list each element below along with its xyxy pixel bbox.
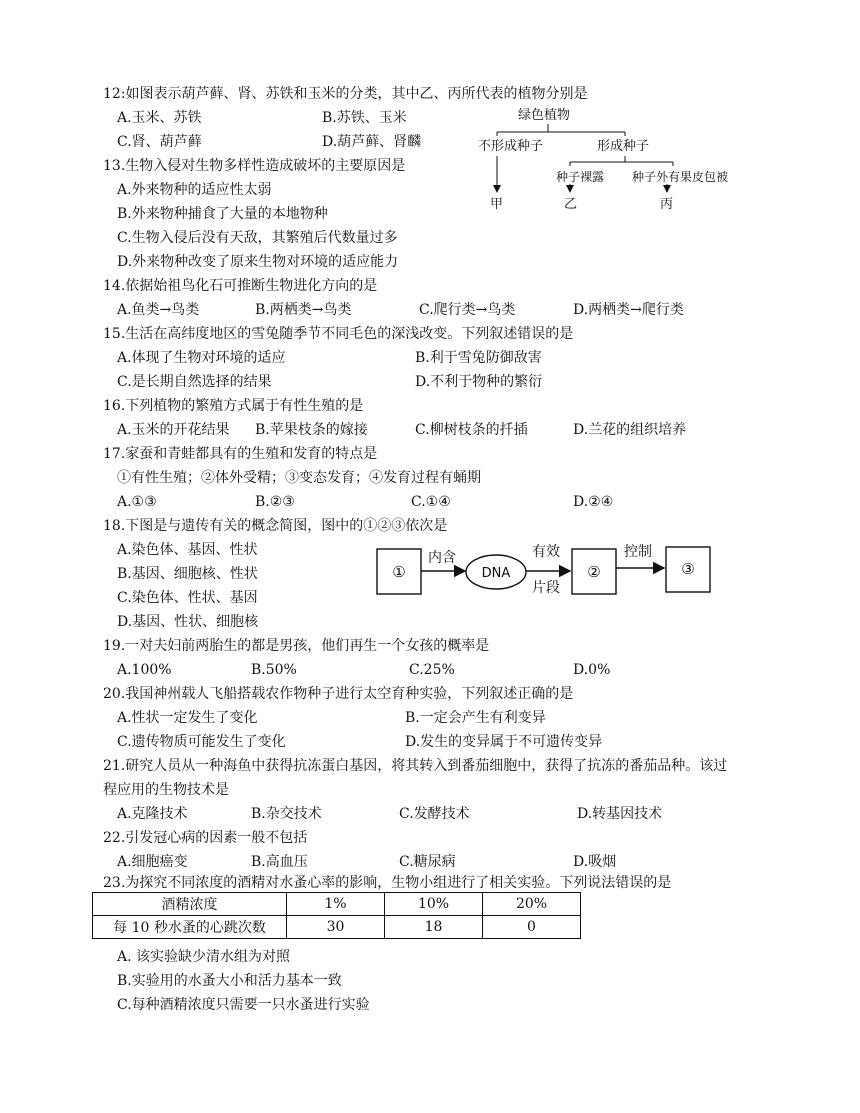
q16-option-c: C.柳树枝条的扦插 — [415, 422, 528, 438]
q22-option-b: B.高血压 — [251, 854, 308, 870]
header-10pct: 10% — [385, 893, 483, 916]
header-concentration: 酒精浓度 — [93, 893, 287, 916]
concept-1-label: ① — [392, 563, 406, 581]
heart-rate-table — [92, 892, 581, 939]
root-label: 绿色植物 — [518, 108, 571, 123]
q17-option-a: A.①③ — [117, 494, 157, 510]
dna-label: DNA — [481, 566, 511, 581]
q14-option-a: A.鱼类→鸟类 — [117, 302, 200, 318]
q16-option-d: D.兰花的组织培养 — [573, 422, 687, 438]
q19-option-c: C.25% — [409, 662, 455, 678]
q23-option-c: C.每种酒精浓度只需要一只水蚤进行实验 — [117, 997, 370, 1013]
q20-option-a: A.性状一定发生了变化 — [117, 710, 258, 726]
jia-label: 甲 — [490, 197, 504, 212]
q13-option-a: A.外来物种的适应性太弱 — [117, 182, 272, 198]
header-1pct: 1% — [287, 893, 385, 916]
yi-label: 乙 — [564, 197, 578, 212]
q12-option-a: A.玉米、苏铁 — [117, 110, 202, 126]
header-20pct: 20% — [483, 893, 581, 916]
q22-option-a: A.细胞癌变 — [117, 854, 188, 870]
q21-option-a: A.克隆技术 — [117, 806, 188, 822]
q13-option-b: B.外来物种捕食了大量的本地物种 — [117, 206, 328, 222]
q14-option-b: B.两栖类→鸟类 — [255, 302, 352, 318]
value-10pct: 18 — [385, 916, 483, 939]
value-1pct: 30 — [287, 916, 385, 939]
plant-classification-diagram — [470, 100, 750, 212]
control-label: 控制 — [624, 544, 652, 560]
q18-option-d: D.基因、性状、细胞核 — [117, 614, 259, 630]
q22-option-c: C.糖尿病 — [399, 854, 456, 870]
q21-stem: 21.研究人员从一种海鱼中获得抗冻蛋白基因，将其转入到番茄细胞中，获得了抗冻的番茄品种。该过 — [103, 758, 728, 774]
q14-option-d: D.两栖类→爬行类 — [573, 302, 684, 318]
naked-seed-label: 种子裸露 — [556, 170, 605, 184]
q17-option-d: D.②④ — [573, 494, 614, 510]
genetics-concept-diagram — [370, 538, 720, 600]
q21-option-d: D.转基因技术 — [577, 806, 663, 822]
q19-option-b: B.50% — [251, 662, 297, 678]
q16-stem: 16.下列植物的繁殖方式属于有性生殖的是 — [103, 398, 364, 414]
q14-option-c: C.爬行类→鸟类 — [419, 302, 516, 318]
q23-stem: 23.为探究不同浓度的酒精对水蚤心率的影响，生物小组进行了相关实验。下列说法错误的是 — [103, 875, 672, 891]
q19-stem: 19.一对夫妇前两胎生的都是男孩，他们再生一个女孩的概率是 — [103, 638, 490, 654]
no-seed-label: 不形成种子 — [478, 139, 544, 154]
q21-option-c: C.发酵技术 — [399, 806, 470, 822]
q20-option-b: B.一定会产生有利变异 — [405, 710, 546, 726]
q18-option-b: B.基因、细胞核、性状 — [117, 566, 258, 582]
q14-stem: 14.依据始祖鸟化石可推断生物进化方向的是 — [103, 278, 378, 294]
q20-option-c: C.遗传物质可能发生了变化 — [117, 734, 286, 750]
q18-stem: 18.下图是与遗传有关的概念简图，图中的①②③依次是 — [103, 518, 448, 534]
q15-option-a: A.体现了生物对环境的适应 — [117, 350, 286, 366]
q23-option-b: B.实验用的水蚤大小和活力基本一致 — [117, 973, 342, 989]
segment-label: 片段 — [532, 580, 560, 596]
q20-option-d: D.发生的变异属于不可遗传变异 — [405, 734, 603, 750]
q13-option-c: C.生物入侵后没有天敌，其繁殖后代数量过多 — [117, 230, 398, 246]
concept-2-label: ② — [587, 563, 601, 581]
q15-option-c: C.是长期自然选择的结果 — [117, 374, 272, 390]
table-row — [93, 916, 581, 939]
q19-option-a: A.100% — [117, 662, 172, 678]
q18-option-c: C.染色体、性状、基因 — [117, 590, 258, 606]
q21-stem-cont: 程应用的生物技术是 — [103, 782, 229, 798]
q16-option-a: A.玉米的开花结果 — [117, 422, 230, 438]
q22-option-d: D.吸烟 — [573, 854, 617, 870]
table-row — [93, 893, 581, 916]
q13-stem: 13.生物入侵对生物多样性造成破坏的主要原因是 — [103, 158, 406, 174]
q12-option-d: D.葫芦藓、肾麟 — [322, 134, 422, 150]
value-20pct: 0 — [483, 916, 581, 939]
q17-statements: ①有性生殖；②体外受精；③变态发育；④发育过程有蛹期 — [117, 470, 481, 486]
q17-stem: 17.家蚕和青蛙都具有的生殖和发育的特点是 — [103, 446, 378, 462]
contains-label: 内含 — [428, 550, 456, 566]
q15-option-b: B.利于雪兔防御敌害 — [415, 350, 542, 366]
q16-option-b: B.苹果枝条的嫁接 — [255, 422, 368, 438]
q17-option-b: B.②③ — [255, 494, 295, 510]
q23-option-a: A. 该实验缺少清水组为对照 — [117, 949, 291, 965]
seed-label: 形成种子 — [597, 139, 650, 154]
concept-3-label: ③ — [681, 560, 695, 578]
q15-option-d: D.不利于物种的繁衍 — [415, 374, 543, 390]
q17-option-c: C.①④ — [411, 494, 451, 510]
q20-stem: 20.我国神州载人飞船搭载农作物种子进行太空育种实验，下列叙述正确的是 — [103, 686, 574, 702]
q12-option-b: B.苏铁、玉米 — [322, 110, 407, 126]
effective-label: 有效 — [532, 544, 560, 560]
q12-option-c: C.肾、葫芦藓 — [117, 134, 202, 150]
q18-option-a: A.染色体、基因、性状 — [117, 542, 258, 558]
bing-label: 丙 — [660, 197, 674, 212]
q12-stem: 12:如图表示葫芦藓、肾、苏铁和玉米的分类，其中乙、丙所代表的植物分别是 — [103, 86, 588, 102]
row-label-heartbeats: 每 10 秒水蚤的心跳次数 — [93, 916, 287, 939]
q19-option-d: D.0% — [573, 662, 611, 678]
q22-stem: 22.引发冠心病的因素一般不包括 — [103, 830, 308, 846]
covered-seed-label: 种子外有果皮包被 — [632, 170, 729, 184]
q15-stem: 15.生活在高纬度地区的雪兔随季节不同毛色的深浅改变。下列叙述错误的是 — [103, 326, 574, 342]
q21-option-b: B.杂交技术 — [251, 806, 322, 822]
q13-option-d: D.外来物种改变了原来生物对环境的适应能力 — [117, 254, 399, 270]
